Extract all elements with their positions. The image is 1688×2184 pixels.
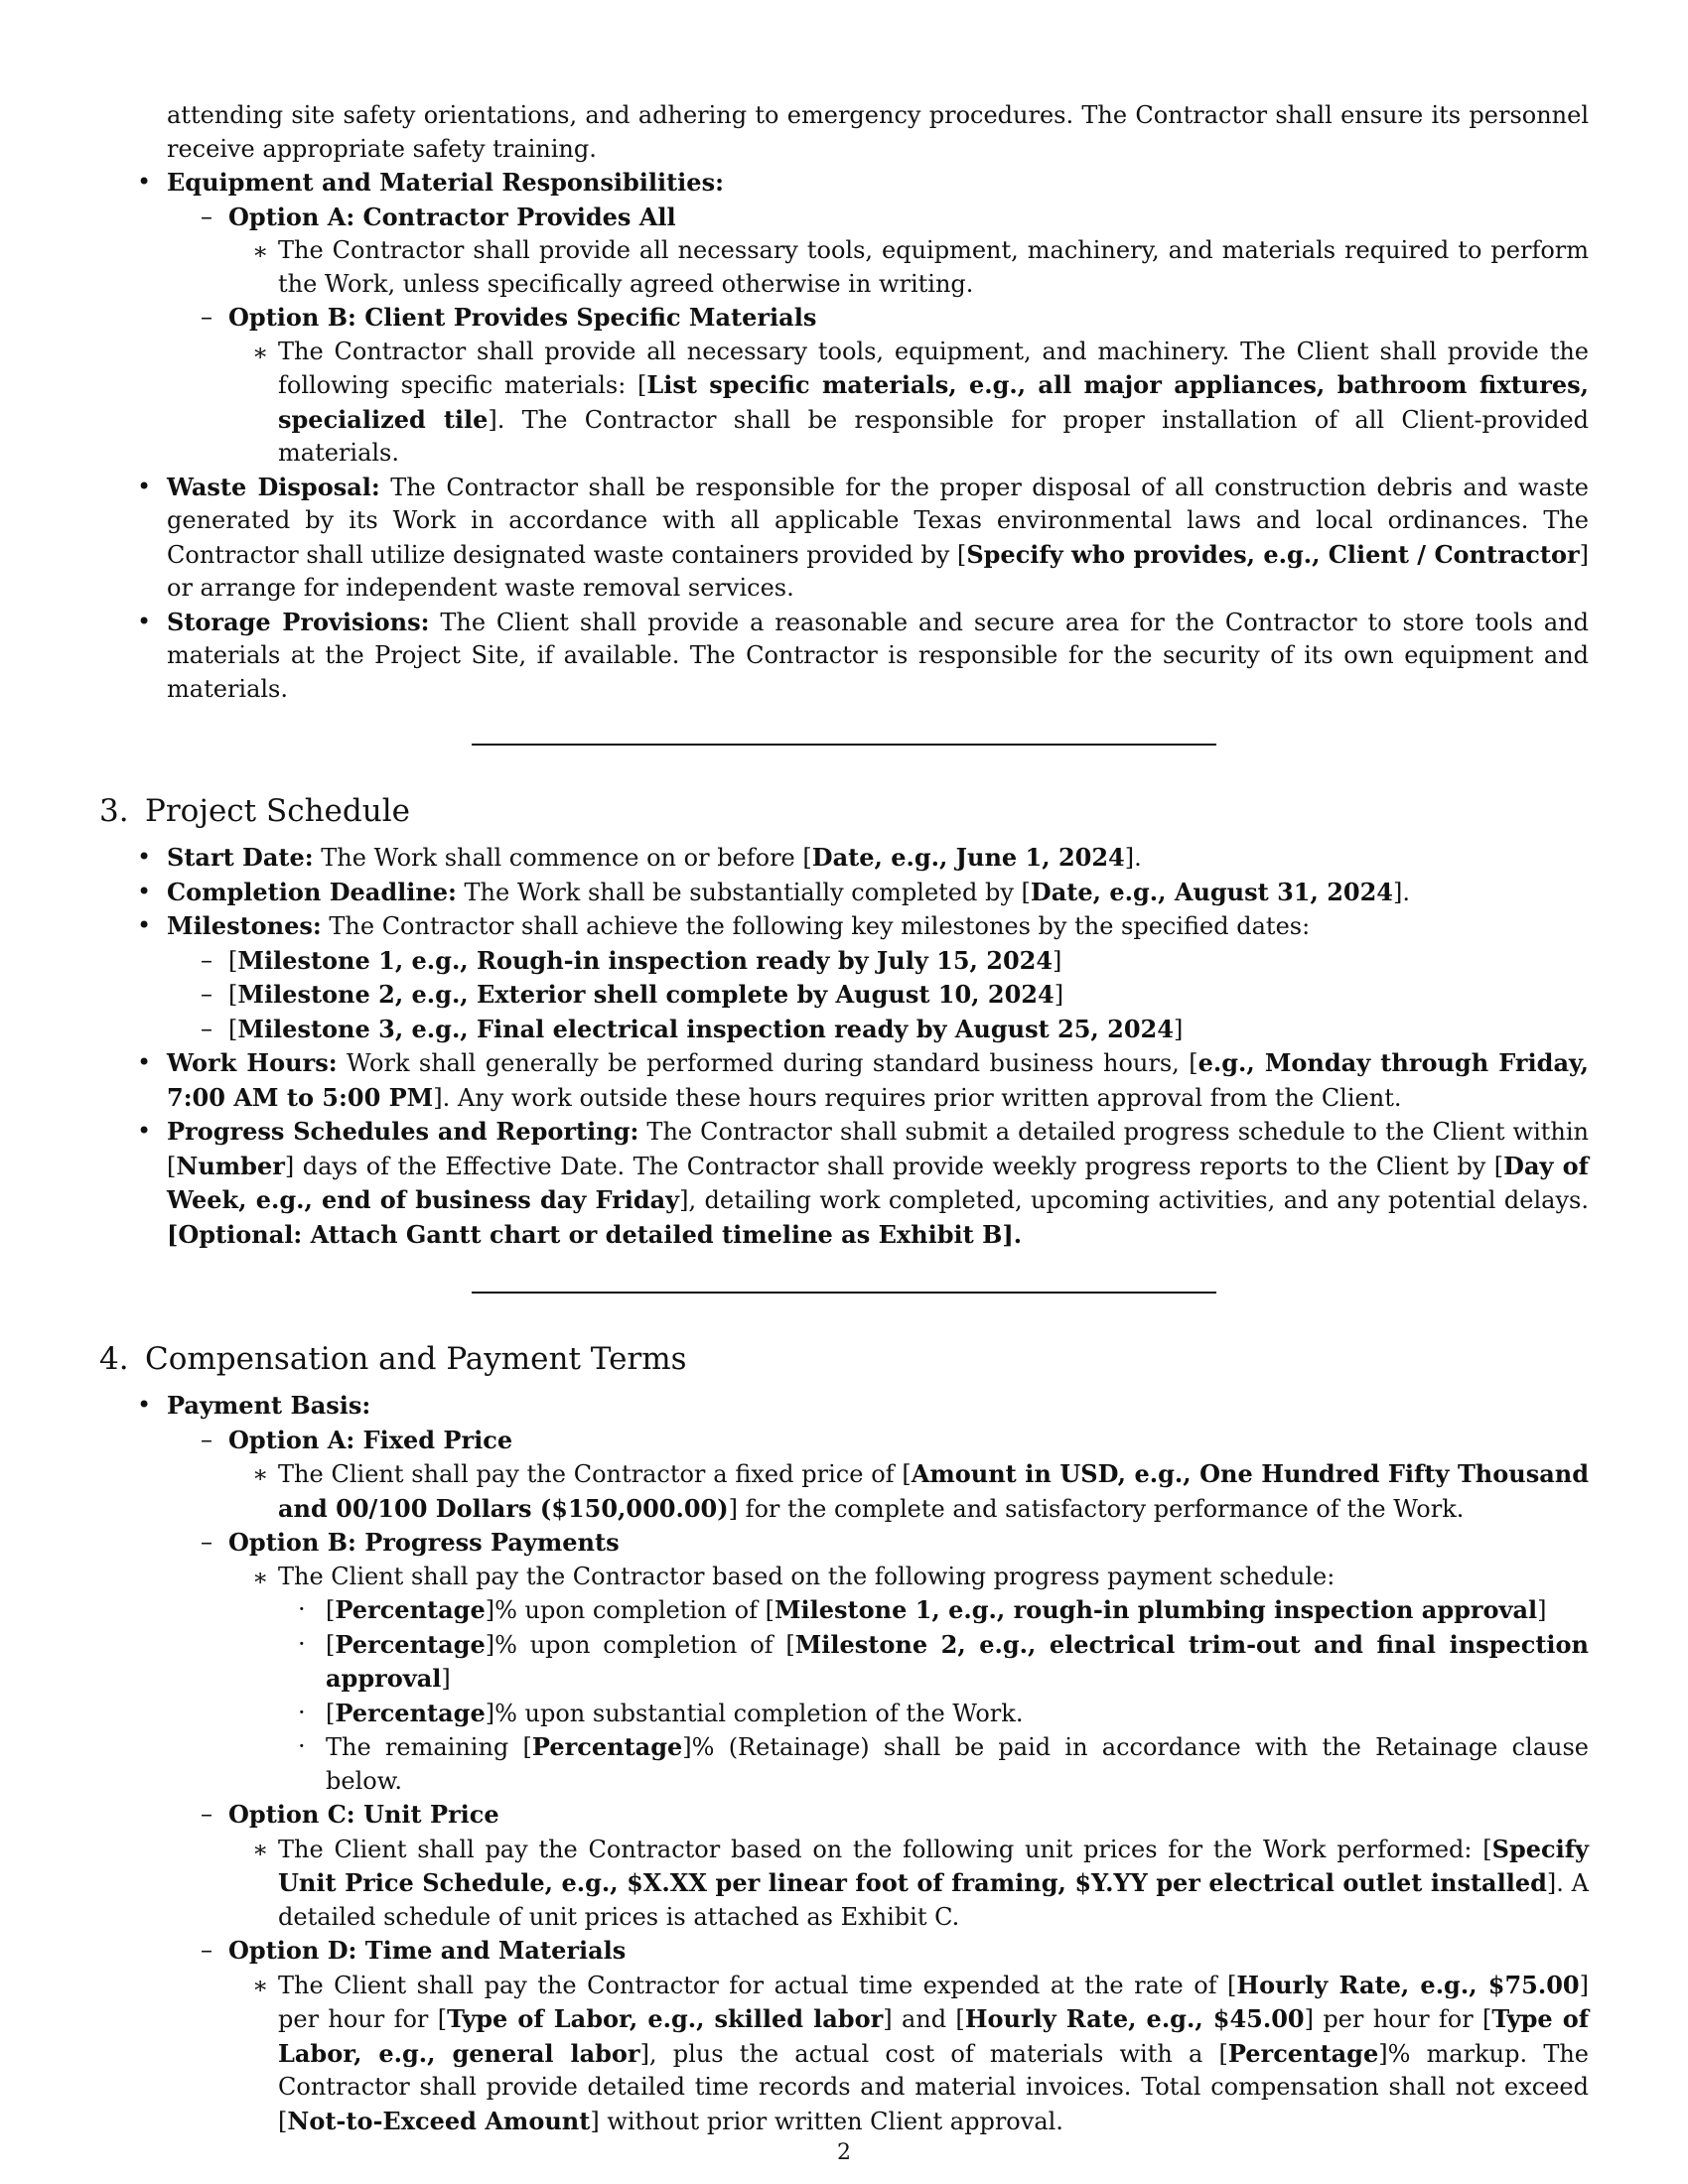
section3-list (99, 841, 1589, 1252)
section4-heading: 4. Compensation and Payment Terms (99, 1341, 687, 1377)
milestone-3: – [Milestone 3, e.g., Final electrical inspection ready by August 25, 2024] (201, 1014, 1184, 1043)
payment-option-b-text: ∗ The Client shall pay the Contractor based on the following progress payment schedule: · [Percentage]% upon completion of [Milestone 1, e.g., rough-in plumbing inspection approval] · [Percentage]% upon completion of [Milestone 2, e.g., electrical trim-out and final inspection approval] · [Percentage]% upon substantial completion of the Work. · The remaining [Percentage]% (Retainage) shall be paid in accordance with the Retainage clause below. (228, 1561, 1589, 1799)
payment-option-a: – Option A: Fixed Price ∗ The Client shall pay the Contractor a fixed price of [Amount in USD, e.g., One Hundred Fifty Thousand and 00/100 Dollars ($150,000.00)] for the complete and satisfactory performance of the Work. (167, 1424, 1589, 1527)
section-divider (472, 744, 1216, 746)
payment-option-c: – Option C: Unit Price ∗ The Client shall pay the Contractor based on the following unit prices for the Work performed: [Specify Unit Price Schedule, e.g., $X.XX per linear foot of framing, $Y.YY per electrical outlet installed]. A detailed schedule of unit prices is attached as Exhibit C. (167, 1798, 1589, 1934)
start-date-item: • Start Date: The Work shall commence on or before [Date, e.g., June 1, 2024]. (137, 843, 1142, 872)
bullet-marker: • (137, 168, 152, 196)
milestone-2: – [Milestone 2, e.g., Exterior shell complete by August 10, 2024] (201, 980, 1064, 1009)
section2-continuation-text: attending site safety orientations, and adhering to emergency procedures. The Contractor shall ensure its personnel receive appropriate safety training. (167, 101, 1589, 163)
payment-option-c-text: ∗ The Client shall pay the Contractor based on the following unit prices for the Work performed: [Specify Unit Price Schedule, e.g., $X.XX per linear foot of framing, $Y.YY per electrical outlet installed]. A detailed schedule of unit prices is attached as Exhibit C. (252, 1834, 1590, 1931)
payment-schedule-line-4: · The remaining [Percentage]% (Retainage) shall be paid in accordance with the Retainage clause below. (298, 1732, 1589, 1795)
payment-basis-item: • Payment Basis: – Option A: Fixed Price ∗ The Client shall pay the Contractor a fixed price of [Amount in USD, e.g., One Hundred Fifty Thousand and 00/100 Dollars ($150,000.00)] for the complete and satisfactory performance of the Work. – Option B: Progress Payments ∗ The Client shall pay the Contractor based on the following progress payment schedule: · [Percentage]% upon completion of [Milestone 1, e.g., rough-in plumbing inspection approval] · [Percentage]% upon completion of [Milestone 2, e.g., electrical trim-out and final inspection approval] · [Percentage]% upon substantial completion of the Work. · The remaining [Percentage]% (Retainage) shall be paid in accordance with the Retainage clause below. – Option C: Unit Price ∗ The Client shall pay the Contractor based on the following unit prices for the Work performed: [Specify Unit Price Schedule, e.g., $X.XX per linear foot of framing, $Y.YY per electrical outlet installed]. A detailed schedule of unit prices is attached as Exhibit C. – Option D: Time and Materials ∗ The Client shall pay the Contractor for actual time expended at the rate of [Hourly Rate, e.g., $75.00] per hour for [Type of Labor, e.g., skilled labor] and [Hourly Rate, e.g., $45.00] per hour for [Type of Labor, e.g., general labor], plus the actual cost of materials with a [Percentage]% markup. The Contractor shall provide detailed time records and material invoices. Total compensation shall not exceed [Not-to-Exceed Amount] without prior written Client approval. (99, 1389, 1589, 2138)
equipment-label: Equipment and Material Responsibilities: (167, 168, 724, 197)
completion-deadline-item: • Completion Deadline: The Work shall be substantially completed by [Date, e.g., August 31, 2024]. (137, 877, 1410, 906)
work-hours-item: • Work Hours: Work shall generally be performed during standard business hours, [e.g., Monday through Friday, 7:00 AM to 5:00 PM]. Any work outside these hours requires prior written approval from the Client. (137, 1048, 1589, 1112)
payment-option-a-text: ∗ The Client shall pay the Contractor a fixed price of [Amount in USD, e.g., One Hundred Fifty Thousand and 00/100 Dollars ($150,000.00)] for the complete and satisfactory performance of the Work. (252, 1459, 1590, 1523)
payment-schedule-line-1: · [Percentage]% upon completion of [Milestone 1, e.g., rough-in plumbing inspection approval] (298, 1595, 1547, 1624)
equipment-option-a-text: ∗ The Contractor shall provide all necessary tools, equipment, machinery, and materials required to perform the Work, unless specifically agreed otherwise in writing. (252, 236, 1589, 298)
page-content (99, 99, 1589, 2138)
equipment-item (99, 166, 1589, 471)
equipment-option-b-text: ∗ The Contractor shall provide all necessary tools, equipment, and machinery. The Client shall provide the following specific materials: [List specific materials, e.g., all major appliances, bathroom fixtures, specialized tile]. The Contractor shall be responsible for proper installation of all Client-provided materials. (252, 337, 1590, 467)
payment-option-d: – Option D: Time and Materials ∗ The Client shall pay the Contractor for actual time expended at the rate of [Hourly Rate, e.g., $75.00] per hour for [Type of Labor, e.g., skilled labor] and [Hourly Rate, e.g., $45.00] per hour for [Type of Labor, e.g., general labor], plus the actual cost of materials with a [Percentage]% markup. The Contractor shall provide detailed time records and material invoices. Total compensation shall not exceed [Not-to-Exceed Amount] without prior written Client approval. (167, 1934, 1589, 2138)
equipment-option-a: – Option A: Contractor Provides All ∗ The Contractor shall provide all necessary tools, equipment, machinery, and materials required to perform the Work, unless specifically agreed otherwise in writing. (167, 201, 1589, 302)
progress-reporting-item: • Progress Schedules and Reporting: The Contractor shall submit a detailed progress schedule to the Client within [Number] days of the Effective Date. The Contractor shall provide weekly progress reports to the Client by [Day of Week, e.g., end of business day Friday], detailing work completed, upcoming activities, and any potential delays. [Optional: Attach Gantt chart or detailed timeline as Exhibit B]. (137, 1117, 1590, 1249)
equipment-option-b: – Option B: Client Provides Specific Materials ∗ The Contractor shall provide all necessary tools, equipment, and machinery. The Client shall provide the following specific materials: [List specific materials, e.g., all major appliances, bathroom fixtures, specialized tile]. The Contractor shall be responsible for proper installation of all Client-provided materials. (167, 301, 1589, 471)
payment-option-b: – Option B: Progress Payments ∗ The Client shall pay the Contractor based on the following progress payment schedule: · [Percentage]% upon completion of [Milestone 1, e.g., rough-in plumbing inspection approval] · [Percentage]% upon completion of [Milestone 2, e.g., electrical trim-out and final inspection approval] · [Percentage]% upon substantial completion of the Work. · The remaining [Percentage]% (Retainage) shall be paid in accordance with the Retainage clause below. (167, 1526, 1589, 1798)
section-divider (472, 1292, 1216, 1294)
storage-provisions-item: • Storage Provisions: The Client shall provide a reasonable and secure area for the Contractor to store tools and materials at the Project Site, if available. The Contractor is responsible for the security of its own equipment and materials. (137, 607, 1589, 703)
milestone-1: – [Milestone 1, e.g., Rough-in inspection ready by July 15, 2024] (201, 945, 1062, 975)
milestones-item: • Milestones: The Contractor shall achieve the following key milestones by the specified dates: – [Milestone 1, e.g., Rough-in inspection ready by July 15, 2024] – [Milestone 2, e.g., Exterior shell complete by August 10, 2024] – [Milestone 3, e.g., Final electrical inspection ready by August 25, 2024] (99, 909, 1589, 1046)
waste-disposal-item: • Waste Disposal: The Contractor shall be responsible for the proper disposal of all construction debris and waste generated by its Work in accordance with all applicable Texas environmental laws and local ordinances. The Contractor shall utilize designated waste containers provided by [Specify who provides, e.g., Client / Contractor] or arrange for independent waste removal services. (137, 472, 1590, 602)
section4-list (99, 1389, 1589, 2138)
payment-option-d-text: ∗ The Client shall pay the Contractor for actual time expended at the rate of [Hourly Rate, e.g., $75.00] per hour for [Type of Labor, e.g., skilled labor] and [Hourly Rate, e.g., $45.00] per hour for [Type of Labor, e.g., general labor], plus the actual cost of materials with a [Percentage]% markup. The Contractor shall provide detailed time records and material invoices. Total compensation shall not exceed [Not-to-Exceed Amount] without prior written Client approval. (252, 1970, 1590, 2135)
payment-schedule-line-3: · [Percentage]% upon substantial completion of the Work. (298, 1698, 1024, 1727)
payment-schedule-line-2: · [Percentage]% upon completion of [Milestone 2, e.g., electrical trim-out and final inspection approval] (298, 1629, 1589, 1693)
section2-list (99, 166, 1589, 706)
section3-heading: 3. Project Schedule (99, 793, 410, 829)
page-number: 2 (837, 2140, 851, 2165)
